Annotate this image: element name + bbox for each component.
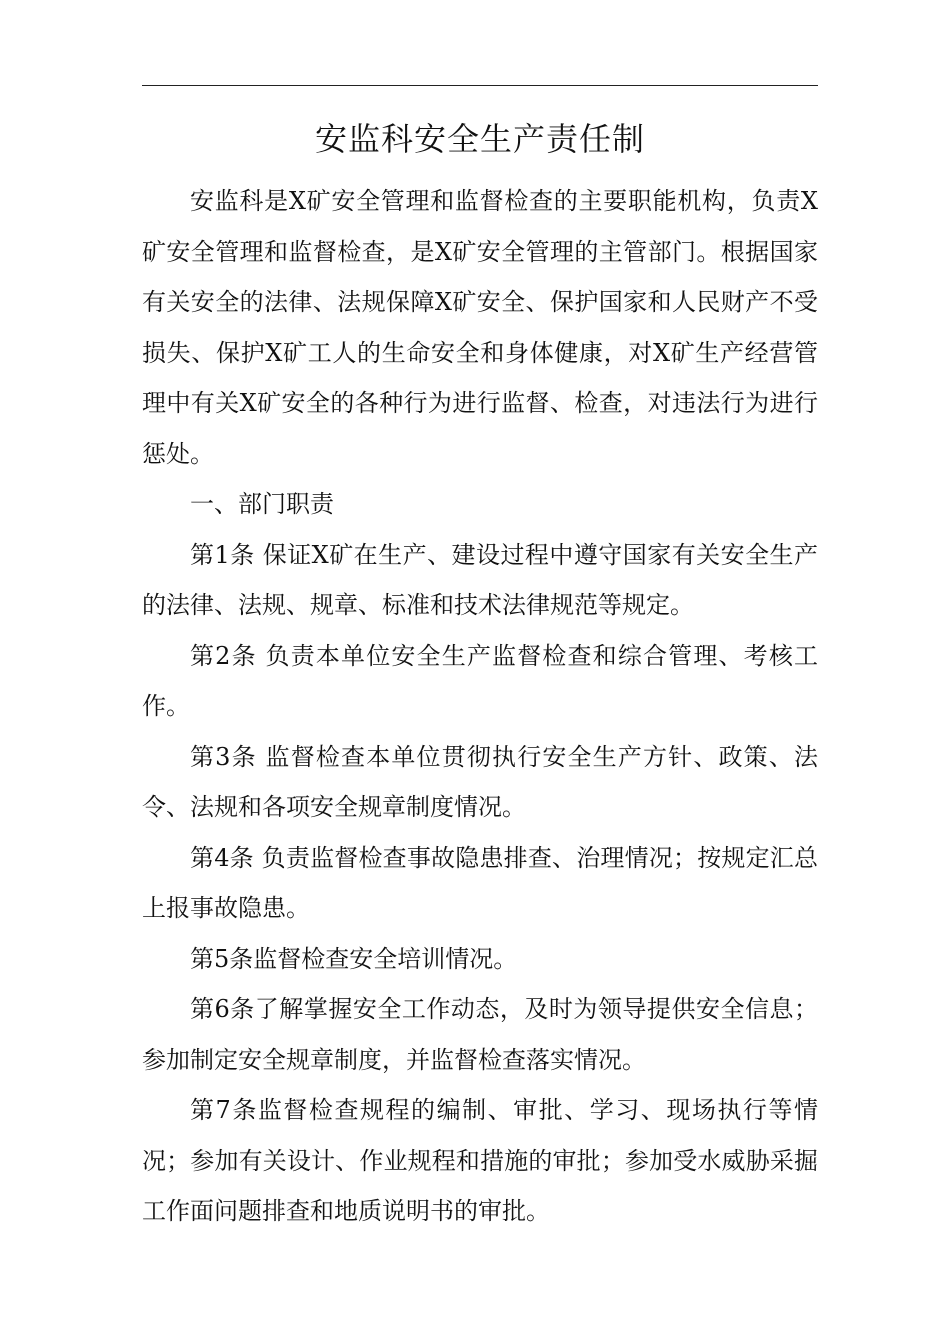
article-1: 第1条 保证X矿在生产、建设过程中遵守国家有关安全生产的法律、法规、规章、标准和技术法律规范等规定。 <box>142 540 818 619</box>
document-body <box>142 176 818 1237</box>
document-title: 安监科安全生产责任制 <box>314 120 645 158</box>
article-3: 第3条 监督检查本单位贯彻执行安全生产方针、政策、法令、法规和各项安全规章制度情况。 <box>142 742 818 821</box>
article-7: 第7条监督检查规程的编制、审批、学习、现场执行等情况；参加有关设计、作业规程和措施的审批；参加受水威胁采掘工作面问题排查和地质说明书的审批。 <box>142 1096 818 1225</box>
article-4: 第4条 负责监督检查事故隐患排查、治理情况；按规定汇总上报事故隐患。 <box>142 843 818 922</box>
intro-paragraph: 安监科是X矿安全管理和监督检查的主要职能机构，负责X矿安全管理和监督检查，是X矿安全管理的主管部门。根据国家有关安全的法律、法规保障X矿安全、保护国家和人民财产不受损失、保护X矿工人的生命安全和身体健康，对X矿生产经营管理中有关X矿安全的各种行为进行监督、检查，对违法行为进行惩处。 <box>142 187 818 468</box>
article-6: 第6条了解掌握安全工作动态，及时为领导提供安全信息；参加制定安全规章制度，并监督检查落实情况。 <box>142 995 818 1074</box>
header-rule <box>142 85 818 86</box>
article-5: 第5条监督检查安全培训情况。 <box>190 944 518 973</box>
article-2: 第2条 负责本单位安全生产监督检查和综合管理、考核工作。 <box>142 641 818 720</box>
section-heading-duties: 一、部门职责 <box>190 490 334 518</box>
